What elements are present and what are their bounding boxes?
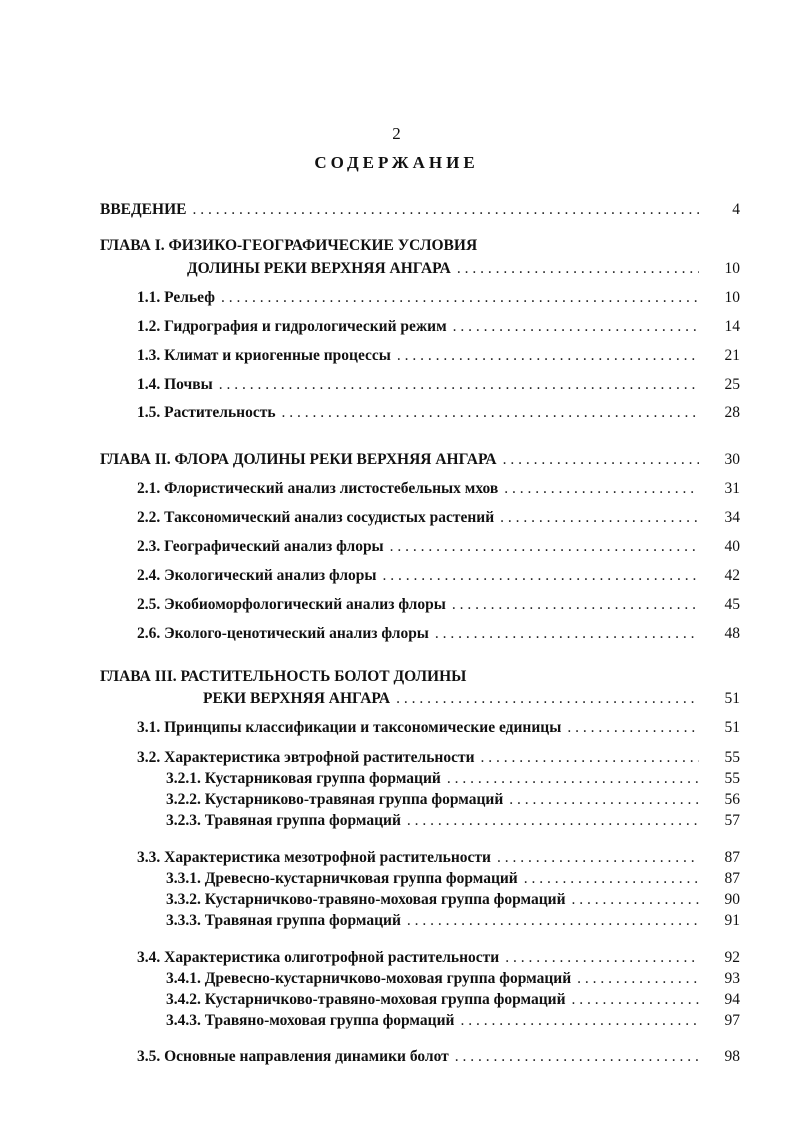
toc-entry <box>137 567 705 589</box>
toc-label: 3.3.3. Травяная группа формаций <box>166 912 401 929</box>
toc-entry <box>137 376 705 398</box>
leader-dots <box>567 719 699 737</box>
toc-label: 2.5. Экобиоморфологический анализ флоры <box>137 596 446 613</box>
toc-entry <box>137 596 705 618</box>
toc-page: 57 <box>724 812 740 829</box>
leader-dots <box>383 567 700 585</box>
leader-dots <box>460 1012 699 1030</box>
toc-page: 4 <box>732 201 740 218</box>
leader-dots <box>396 690 699 708</box>
toc-page: 14 <box>724 318 740 335</box>
toc-page: 10 <box>724 260 740 277</box>
toc-label: 2.3. Географический анализ флоры <box>137 538 384 555</box>
toc-entry <box>100 201 705 223</box>
toc-page: 31 <box>724 480 740 497</box>
toc-entry <box>137 480 705 502</box>
toc-label: 3.4. Характеристика олиготрофной растительности <box>137 949 500 966</box>
leader-dots <box>452 596 699 614</box>
leader-dots <box>481 749 699 767</box>
leader-dots <box>219 376 699 394</box>
toc-entry <box>100 451 705 473</box>
toc-page: 45 <box>724 596 740 613</box>
toc-label: 3.3.1. Древесно-кустарничковая группа формаций <box>166 870 518 887</box>
toc-page: 34 <box>724 509 740 526</box>
toc-entry <box>166 970 705 992</box>
leader-dots <box>397 347 699 365</box>
toc-label: 3.3. Характеристика мезотрофной растительности <box>137 849 491 866</box>
leader-dots <box>192 201 699 219</box>
leader-dots <box>435 625 699 643</box>
toc-label: 3.4.1. Древесно-кустарничково-моховая группа формаций <box>166 970 572 987</box>
toc-page: 28 <box>724 404 740 421</box>
toc-page: 90 <box>724 891 740 908</box>
page-title: СОДЕРЖАНИЕ <box>314 153 479 172</box>
toc-page: 56 <box>724 791 740 808</box>
toc-page: 87 <box>724 849 740 866</box>
toc-label: ДОЛИНЫ РЕКИ ВЕРХНЯЯ АНГАРА <box>187 260 451 277</box>
leader-dots <box>503 451 699 469</box>
toc-entry <box>137 318 705 340</box>
toc-entry <box>137 289 705 311</box>
toc-page: 55 <box>724 770 740 787</box>
toc-label: 3.2. Характеристика эвтрофной растительности <box>137 749 475 766</box>
toc-entry <box>203 690 705 712</box>
toc-label: 3.4.3. Травяно-моховая группа формаций <box>166 1012 455 1029</box>
toc-entry <box>137 749 705 771</box>
toc-page: 55 <box>724 749 740 766</box>
leader-dots <box>455 1048 699 1066</box>
toc-entry <box>137 1048 705 1070</box>
leader-dots <box>221 289 699 307</box>
leader-dots <box>505 949 699 967</box>
toc-entry <box>137 538 705 560</box>
toc-label: 2.2. Таксономический анализ сосудистых растений <box>137 509 495 526</box>
toc-entry <box>166 1012 705 1034</box>
leader-dots <box>407 912 699 930</box>
leader-dots <box>407 812 699 830</box>
page-number: 2 <box>392 124 401 143</box>
toc-page: 51 <box>724 719 740 736</box>
toc-page: 21 <box>724 347 740 364</box>
toc-label: 3.2.3. Травяная группа формаций <box>166 812 401 829</box>
toc-entry <box>166 812 705 834</box>
toc-page: 40 <box>724 538 740 555</box>
toc-entry <box>137 625 705 647</box>
leader-dots <box>524 870 699 888</box>
toc-page: 51 <box>724 690 740 707</box>
toc-entry <box>137 404 705 426</box>
toc-entry <box>166 770 705 792</box>
leader-dots <box>500 509 699 527</box>
leader-dots <box>509 791 699 809</box>
toc-entry <box>137 719 705 741</box>
toc-entry <box>137 949 705 971</box>
toc-label: 3.4.2. Кустарничково-травяно-моховая группа формаций <box>166 991 566 1008</box>
toc-label: 3.1. Принципы классификации и таксономические единицы <box>137 719 562 736</box>
leader-dots <box>390 538 699 556</box>
toc-label: 1.4. Почвы <box>137 376 213 393</box>
toc-label: 3.2.2. Кустарниково-травяная группа формаций <box>166 791 504 808</box>
toc-label: 1.2. Гидрография и гидрологический режим <box>137 318 447 335</box>
toc-label: 3.3.2. Кустарничково-травяно-моховая группа формаций <box>166 891 566 908</box>
leader-dots <box>457 260 699 278</box>
toc-chapter-heading: ГЛАВА I. ФИЗИКО-ГЕОГРАФИЧЕСКИЕ УСЛОВИЯ <box>100 237 478 254</box>
toc-page: 87 <box>724 870 740 887</box>
toc-entry <box>137 347 705 369</box>
toc-page: 10 <box>724 289 740 306</box>
leader-dots <box>282 404 699 422</box>
leader-dots <box>447 770 699 788</box>
toc-label: 1.5. Растительность <box>137 404 276 421</box>
toc-label: ГЛАВА II. ФЛОРА ДОЛИНЫ РЕКИ ВЕРХНЯЯ АНГАРА <box>100 451 497 468</box>
toc-label: ВВЕДЕНИЕ <box>100 201 187 218</box>
toc-entry <box>166 912 705 934</box>
toc-page: 98 <box>724 1048 740 1065</box>
toc-entry <box>166 891 705 913</box>
leader-dots <box>577 970 699 988</box>
toc-label: 3.5. Основные направления динамики болот <box>137 1048 449 1065</box>
toc-page: 97 <box>724 1012 740 1029</box>
toc-chapter-heading: ГЛАВА III. РАСТИТЕЛЬНОСТЬ БОЛОТ ДОЛИНЫ <box>100 668 467 685</box>
leader-dots <box>504 480 699 498</box>
toc-page: 92 <box>724 949 740 966</box>
toc-label: 2.1. Флористический анализ листостебельных мхов <box>137 480 499 497</box>
toc-page: 93 <box>724 970 740 987</box>
toc-label: 2.4. Экологический анализ флоры <box>137 567 377 584</box>
toc-page: 94 <box>724 991 740 1008</box>
toc-entry <box>166 991 705 1013</box>
toc-page: 91 <box>724 912 740 929</box>
toc-entry <box>166 870 705 892</box>
toc-page: 48 <box>724 625 740 642</box>
toc-entry <box>166 791 705 813</box>
toc-entry <box>137 849 705 871</box>
toc-entry <box>187 260 705 282</box>
toc-page: 30 <box>724 451 740 468</box>
toc-label: 3.2.1. Кустарниковая группа формаций <box>166 770 441 787</box>
leader-dots <box>453 318 699 336</box>
toc-page: 25 <box>724 376 740 393</box>
toc-label: 2.6. Эколого-ценотический анализ флоры <box>137 625 429 642</box>
leader-dots <box>572 991 699 1009</box>
toc-entry <box>137 509 705 531</box>
toc-label: 1.3. Климат и криогенные процессы <box>137 347 391 364</box>
toc-page: 42 <box>724 567 740 584</box>
leader-dots <box>572 891 699 909</box>
toc-label: РЕКИ ВЕРХНЯЯ АНГАРА <box>203 690 391 707</box>
toc-label: 1.1. Рельеф <box>137 289 215 306</box>
leader-dots <box>497 849 699 867</box>
